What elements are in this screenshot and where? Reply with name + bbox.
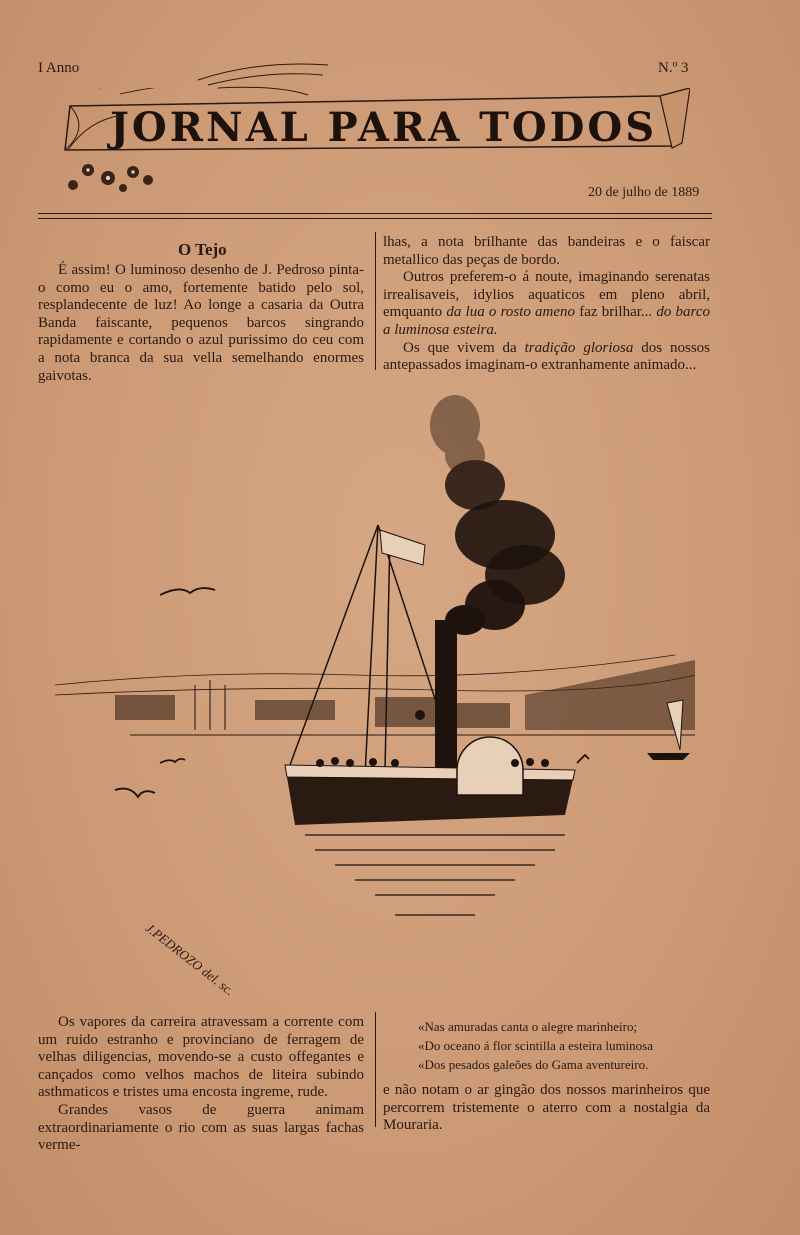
column-divider (375, 1012, 376, 1127)
italic-text: tradição gloriosa (524, 339, 634, 356)
quote-line: «Nas amuradas canta o alegre marinheiro; (418, 1019, 638, 1034)
poem-quote (418, 1017, 653, 1074)
text-run: dos nossos antepassados imaginam-o extranhamente animado... (383, 339, 710, 374)
paragraph: lhas, a nota brilhante das bandeiras e o faiscar metallico das peças de bordo. (383, 234, 710, 268)
steamboat-illustration (55, 385, 715, 985)
floral-ornament (48, 60, 348, 210)
article-title: O Tejo (178, 240, 227, 259)
issue-number: N.º 3 (658, 60, 689, 76)
text-run: faz brilhar... (575, 304, 657, 321)
article-column-right-top (383, 234, 710, 375)
quote-line: «Dos pesados galeões do Gama aventureiro. (418, 1057, 649, 1072)
article-column-right-bottom (383, 1082, 710, 1135)
article-column-left-bottom (38, 1014, 364, 1155)
column-divider (375, 232, 376, 370)
header-rule (38, 218, 712, 219)
article-column-left-top (38, 262, 364, 385)
text-run: Os que vivem da (403, 339, 525, 356)
paragraph: e não notam o ar gingão dos nossos marinheiros que percorrem tristemente o aterro com a nostalgia da Mouraria. (383, 1082, 710, 1134)
text-run: Outros preferem-o á noute, imaginando serenatas irrealisaveis, idylios aquaticos em pleno abril, emquanto (383, 269, 710, 321)
newspaper-title: JORNAL PARA TODOS (110, 104, 658, 151)
volume-label: I Anno (38, 60, 80, 76)
paragraph: Os vapores da carreira atravessam a corrente com um ruido estranho e provinciano de ferragem de velhas diligencias, movendo-se a custo offegantes e cançados como velhos machos de liteira subindo asthmaticos e tristes uma encosta ingreme, rude. (38, 1014, 364, 1101)
header-rule (38, 213, 712, 214)
paragraph (383, 269, 710, 339)
issue-date: 20 de julho de 1889 (588, 185, 700, 200)
italic-text: da lua o rosto ameno (446, 304, 576, 321)
paragraph: Grandes vasos de guerra animam extraordinariamente o rio com as suas largas fachas verme- (38, 1101, 364, 1154)
paragraph (383, 340, 710, 375)
quote-line: «Do oceano á flor scintilla a esteira luminosa (418, 1038, 654, 1053)
paragraph: É assim! O luminoso desenho de J. Pedroso pinta-o como eu o amo, fortemente batido pelo sol, resplandecente de luz! Ao longe a casaria da Outra Banda faiscante, pequenos barcos singrando rapidamente e cortando o azul purissimo do ceu com a nota branca da sua vella semelhando enormes gaivotas. (38, 262, 364, 384)
engraver-signature: J.PEDROZO del. sc. (142, 920, 238, 999)
italic-text: do barco a luminosa esteira. (383, 304, 710, 338)
